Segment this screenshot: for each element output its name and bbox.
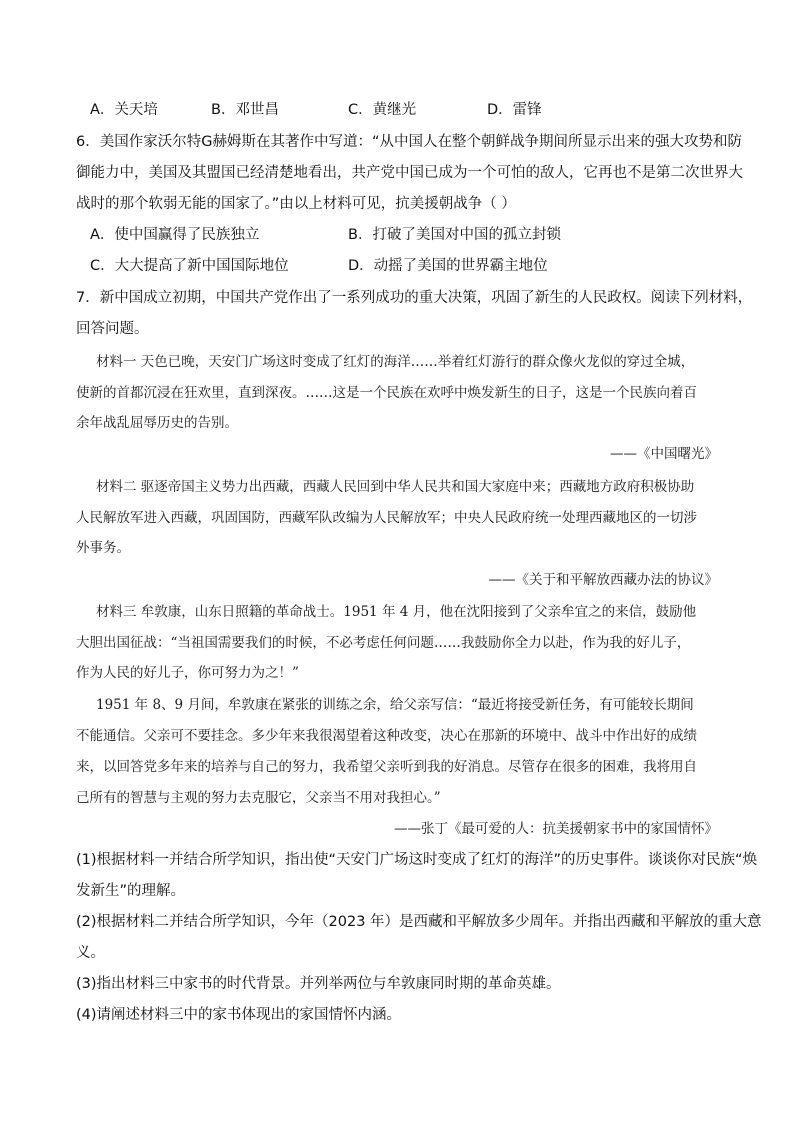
material-1-source: ——《中国曙光》 xyxy=(610,446,718,462)
q5-option-a: A．关天培 xyxy=(90,102,158,118)
q6-option-a: A．使中国赢得了民族独立 xyxy=(90,227,260,243)
material-3-line-5: 不能通信。父亲可不要挂念。多少年来我很渴望着这种改变，决心在那新的环境中、战斗中作出好的成绩 xyxy=(76,728,697,744)
q7-subquestion-2-line-1: (2)根据材料二并结合所学知识，今年（2023 年）是西藏和平解放多少周年。并指出西藏和平解放的重大意 xyxy=(76,914,762,930)
q7-subquestion-1-line-1: (1)根据材料一并结合所学知识，指出使“天安门广场这时变成了红灯的海洋”的历史事件。谈谈你对民族“焕 xyxy=(76,852,758,868)
q6-stem-line-1: 6．美国作家沃尔特G赫姆斯在其著作中写道：“从中国人在整个朝鲜战争期间所显示出来的强大攻势和防 xyxy=(76,134,742,150)
material-3-source: ——张丁《最可爱的人：抗美援朝家书中的家国情怀》 xyxy=(394,821,718,837)
q6-option-b: B．打破了美国对中国的孤立封锁 xyxy=(348,227,561,243)
q5-option-d: D．雷锋 xyxy=(487,102,542,118)
material-2-line-3: 外事务。 xyxy=(76,540,130,556)
q7-stem-line-2: 回答问题。 xyxy=(76,321,149,337)
q7-subquestion-3: (3)指出材料三中家书的时代背景。并列举两位与牟敦康同时期的革命英雄。 xyxy=(76,976,561,992)
q7-subquestion-2-line-2: 义。 xyxy=(76,945,105,961)
material-2-line-2: 人民解放军进入西藏，巩固国防，西藏军队改编为人民解放军；中央人民政府统一处理西藏地区的一切涉 xyxy=(76,510,697,526)
material-1-line-2: 使新的首都沉浸在狂欢里，直到深夜。……这是一个民族在欢呼中焕发新生的日子，这是一个民族向着百 xyxy=(76,385,697,401)
q6-stem-line-2: 御能力中，美国及其盟国已经清楚地看出，共产党中国已成为一个可怕的敌人，它再也不是第二次世界大 xyxy=(76,165,743,181)
material-3-line-3: 作为人民的好儿子，你可努力为之！” xyxy=(76,665,299,681)
q5-option-b: B．邓世昌 xyxy=(211,102,279,118)
material-3-line-2: 大胆出国征战：“当祖国需要我们的时候，不必考虑任何问题……我鼓励你全力以赴，作为我的好儿子， xyxy=(76,635,691,651)
material-2-line-1: 材料二 驱逐帝国主义势力出西藏，西藏人民回到中华人民共和国大家庭中来；西藏地方政府积极协助 xyxy=(96,479,695,495)
q7-subquestion-1-line-2: 发新生”的理解。 xyxy=(76,883,186,899)
material-3-line-7: 己所有的智慧与主观的努力去克服它，父亲当不用对我担心。” xyxy=(76,790,441,806)
q6-option-d: D．动摇了美国的世界霸主地位 xyxy=(348,258,548,274)
material-3-line-1: 材料三 牟敦康，山东日照籍的革命战士。1951 年 4 月，他在沈阳接到了父亲牟宜之的来信，鼓励他 xyxy=(96,604,697,620)
material-1-line-3: 余年战乱屈辱历史的告别。 xyxy=(76,415,238,431)
q7-subquestion-4: (4)请阐述材料三中的家书体现出的家国情怀内涵。 xyxy=(76,1007,402,1023)
q5-option-c: C．黄继光 xyxy=(348,102,417,118)
material-1-line-1: 材料一 天色已晚，天安门广场这时变成了红灯的海洋……举着红灯游行的群众像火龙似的穿过全城， xyxy=(96,354,695,370)
material-3-line-4: 1951 年 8、9 月间，牟敦康在紧张的训练之余，给父亲写信：“最近将接受新任务，有可能较长期间 xyxy=(96,697,694,713)
material-3-line-6: 来，以回答党多年来的培养与自己的努力，我希望父亲听到我的好消息。尽管存在很多的困难，我将用自 xyxy=(76,759,697,775)
q6-stem-line-3: 战时的那个软弱无能的国家了。”由以上材料可见，抗美援朝战争（ ） xyxy=(76,196,516,212)
material-2-source: ——《关于和平解放西藏办法的协议》 xyxy=(488,572,718,588)
q6-option-c: C．大大提高了新中国国际地位 xyxy=(90,258,289,274)
q7-stem-line-1: 7．新中国成立初期，中国共产党作出了一系列成功的重大决策，巩固了新生的人民政权。阅读下列材料， xyxy=(76,290,753,306)
